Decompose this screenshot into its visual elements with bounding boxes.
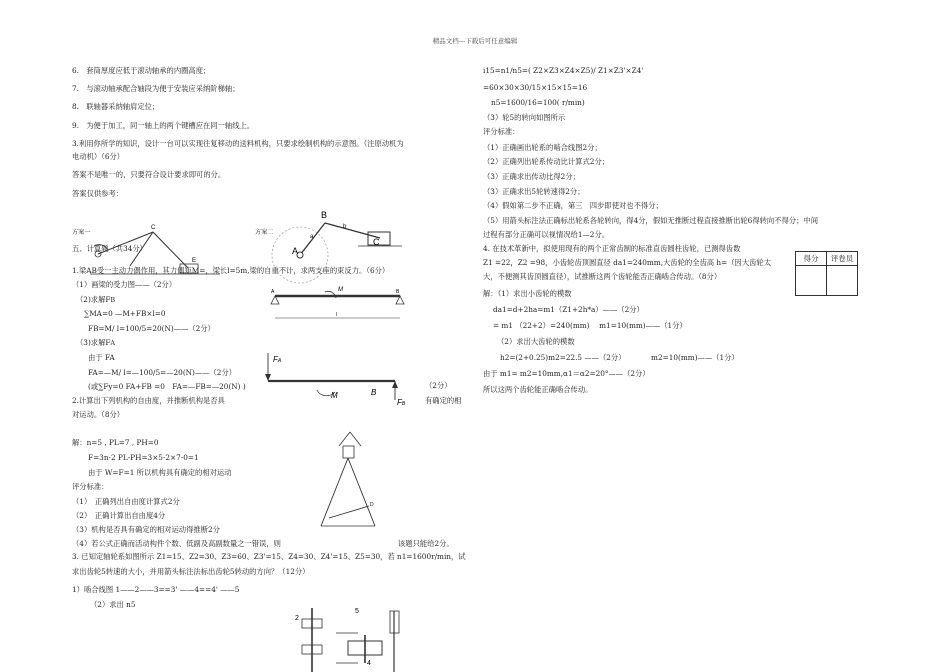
beam-label-b: B [396, 289, 400, 295]
text-line: FB=M/ l=100/5=20(N)——（2分） [88, 324, 215, 333]
text-line: ∑MA=0 —M+FB×l=0 [84, 309, 166, 318]
text-line: （2)求解FB [76, 295, 116, 304]
text-line: 解：（1）求出小齿轮的模数 [483, 289, 572, 298]
text-line: 4. 在技术革新中，拟使用现有的两个正常齿制的标准直齿圆柱齿轮，已测得齿数 [483, 244, 741, 253]
text-line: （2分） [425, 381, 452, 390]
text-line: （2）正确列出轮系传动比计算式2分； [483, 157, 610, 166]
text-line: 解：n=5 , PL=7 , PH=0 [72, 438, 159, 447]
text-line: 答案不是唯一的，只要符合设计要求即可的分。 [72, 170, 226, 179]
text-line: （3)求解FA [76, 338, 115, 347]
text-line: 7. 与滚动轴承配合轴段为便于安装应采纳阶梯轴； [72, 84, 240, 93]
grader-cell [827, 266, 858, 296]
text-line: （4）若公式正确而活动构件个数、低副及高副数量之一错误，则 [72, 539, 281, 548]
text-line: 2.计算出下列机构的自由度，并推断机构是否具 [72, 396, 225, 405]
fbd-label-fa: FA [273, 355, 282, 364]
beam-label-a: A [271, 289, 275, 295]
text-line: = m1 （22+2）=240(mm) m1=10(mm)——（1分） [493, 321, 687, 330]
text-line: （1）画梁的受力图——（2分） [72, 280, 177, 289]
text-line: 6. 套筒厚度应低于滚动轴承的内圈高度； [72, 66, 211, 75]
free-body-figure [265, 350, 415, 410]
scheme-one-label: 方案一 [72, 229, 91, 236]
text-line: （2）求出大齿轮的模数 [497, 337, 575, 346]
text-line: （4）假如第二步不正确，第三 四步即使对也不得分； [483, 201, 663, 210]
fbd-label-fb: FB [397, 398, 406, 407]
text-line: 过程有部分正确可以视情况给1—2分。 [483, 230, 610, 239]
text-line: F=3n-2 PL-PH=3×5-2×7-0=1 [88, 453, 199, 462]
gear-label-2: 2 [295, 615, 299, 622]
beam-label-m: M [338, 287, 343, 293]
text-line: da1=d+2ha=m1（Z1+2h*a）——（2分） [493, 305, 644, 314]
text-line: 对运动。（8分） [72, 410, 125, 419]
fig-label-a-small: a [310, 234, 314, 240]
text-line: 求出齿轮5转速的大小，并用箭头标注法标出齿轮5转动的方向？（12分） [72, 567, 310, 576]
text-line: 评分标准： [72, 482, 109, 491]
text-line: 由于 W=F=1 所以机构具有确定的相对运动 [88, 468, 232, 477]
text-line: 9. 为便于加工，同一轴上的两个键槽应在同一轴线上。 [72, 121, 255, 130]
text-line: （3）正确求出5轮转速得2分； [483, 187, 585, 196]
scheme-one-figure [80, 224, 230, 294]
scheme-two-label: 方案二 [255, 229, 274, 236]
text-line: （1）正确画出轮系的啮合线图2分； [483, 143, 602, 152]
text-line: （3）机构是否具有确定的相对运动得推断2分 [72, 525, 220, 534]
fig-label-c2: C [373, 237, 380, 247]
text-line: （2） 正确计算出自由度4分 [72, 511, 166, 520]
text-line: FA=—M/ l=—100/5=—20(N)——（2分） [88, 368, 237, 377]
text-line: 所以这两个齿轮能正确啮合传动。 [483, 385, 593, 394]
text-line: 1.梁AB受一主动力偶作用，其力偶矩M=，梁长l=5m,梁的自重不计，求两支座的束反力。（6分） [72, 266, 390, 275]
text-line: h2=(2+0.25)m2=22.5 ——（2分） m2=10(mm)——（1分） [500, 353, 739, 362]
gear-train-figure [270, 605, 410, 672]
text-line: 评分标准： [483, 127, 520, 136]
mechanism-figure [315, 430, 385, 548]
score-label: 得分 [796, 252, 827, 266]
text-line: 大，不便测其齿顶圆直径），试推断这两个齿轮能否正确啮合传动。（8分） [483, 272, 722, 281]
fig-label-b: B [321, 210, 328, 220]
text-line: （3）轮5的转向如图所示 [483, 113, 566, 122]
text-line: 有确定的相 [425, 396, 462, 405]
fig-label-b-small: b [343, 224, 347, 230]
text-line: 8. 联轴器采纳轴肩定位； [72, 102, 160, 111]
page-header: 精品文档---下载后可任意编辑 [432, 37, 518, 45]
score-cell [796, 266, 827, 296]
text-line: 由于 m1= m2=10mm,α1＝α2=20°——（2分） [483, 369, 650, 378]
fig-label-a: A [292, 246, 299, 256]
fig-label-c: C [151, 225, 156, 231]
grader-label: 评卷员 [827, 252, 858, 266]
text-line: 1）啮合线图 1——2——3==3' ——4==4' ——5 [72, 585, 240, 594]
beam-figure [270, 284, 415, 329]
gear-label-4: 4 [367, 660, 371, 667]
text-line: 3.利用你所学的知识，设计一台可以实现往复移动的送料机构，只要求绘制机构的示意图。（注原动机为 [72, 139, 404, 148]
text-line: =60×30×30/15×15×15=16 [483, 83, 588, 92]
beam-label-l: l [336, 312, 338, 318]
text-line: （2）求出 n5 [90, 600, 136, 609]
gear-label-5: 5 [355, 608, 359, 615]
text-line: 3. 已知定轴轮系如图所示 Z1=15、Z2=30、Z3=60、Z3'=15、Z4=30、Z4'=15、Z5=30，若 n1=1600r/min，试 [72, 552, 466, 561]
score-box [795, 251, 858, 296]
scheme-two-figure [270, 210, 410, 290]
text-line: （3）正确求出传动比得2分； [483, 172, 580, 181]
text-line: 该题只能给2分。 [398, 539, 454, 548]
text-line: n5=1600/16=100( r/min) [491, 98, 585, 107]
text-line: （5）用箭头标注法正确标出轮系各轮转向，得4分，假如无推断过程直接推断出轮6得转向不得分；中间 [483, 216, 818, 225]
text-line: 电动机）（6分） [72, 152, 125, 161]
text-line: (或∑Fy=0 FA+FB =0 FA=—FB=—20(N) ) [88, 382, 246, 391]
text-line: 由于 FA [88, 353, 115, 362]
text-line: i15=n1/n5=( Z2×Z3×Z4×Z5)/ Z1×Z3'×Z4' [483, 66, 644, 75]
fbd-label-m: M [331, 391, 338, 400]
section-title: 五、计算题（共34分） [72, 244, 147, 253]
text-line: Z1 =22，Z2 =98，小齿轮齿顶圆直径 da1=240mm,大齿轮的全齿高 h=（因大齿轮太 [483, 258, 772, 267]
fbd-label-b: B [371, 388, 377, 397]
text-line: 答案仅供参考： [72, 189, 124, 198]
fig-label-e: E [192, 258, 197, 264]
text-line: （1） 正确列出自由度计算式2分 [72, 497, 180, 506]
mech-label-d: D [370, 502, 374, 508]
